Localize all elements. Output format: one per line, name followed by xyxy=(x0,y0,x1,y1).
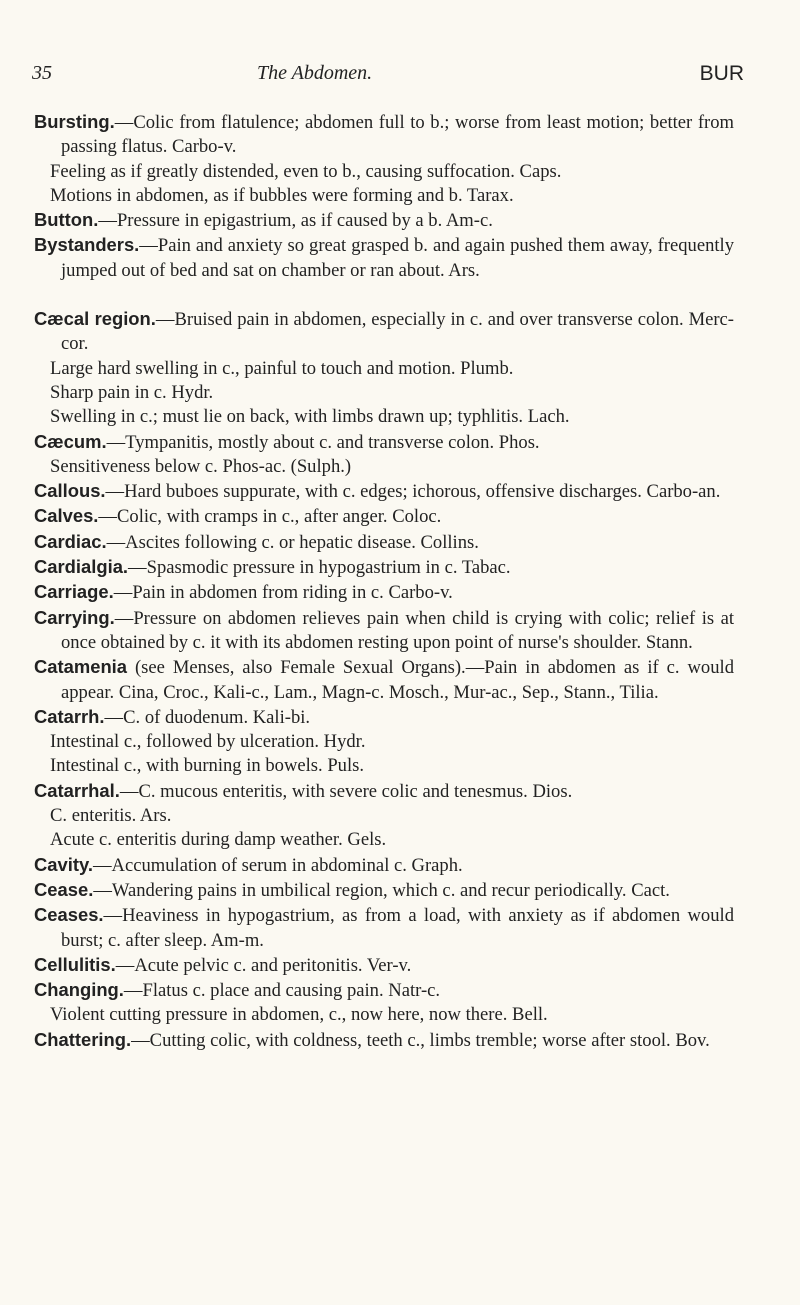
entry-catarrh: Catarrh.—C. of duodenum. Kali-bi. xyxy=(34,705,311,728)
entry-bursting: Bursting.—Colic from flatulence; abdomen full to b.; worse from least motion; better from passing flatus. Carbo-v. xyxy=(34,111,734,158)
entry-carrying: Carrying.—Pressure on abdomen relieves pain when child is crying with colic; relief is at once obtained by c. it with its abdomen resting upon point of nurse's shoulder. Stann. xyxy=(34,606,734,653)
sub-entry: Sharp pain in c. Hydr. xyxy=(50,381,214,403)
section-gap xyxy=(34,283,734,307)
sub-entry: Acute c. enteritis during damp weather. Gels. xyxy=(50,829,387,851)
entry-cardiac: Cardiac.—Ascites following c. or hepatic disease. Collins. xyxy=(34,530,479,553)
sub-entry: Feeling as if greatly distended, even to b., causing suffocation. Caps. xyxy=(50,160,562,182)
sub-entry: Swelling in c.; must lie on back, with limbs drawn up; typhlitis. Lach. xyxy=(50,406,570,428)
entry-cavity: Cavity.—Accumulation of serum in abdominal c. Graph. xyxy=(34,853,463,876)
sub-entry: Violent cutting pressure in abdomen, c., now here, now there. Bell. xyxy=(50,1004,548,1026)
chapter-title: The Abdomen. xyxy=(257,62,373,84)
rubric-list xyxy=(34,110,734,1053)
entry-caecal-region: Cæcal region.—Bruised pain in abdomen, especially in c. and over transverse colon. Merc-cor. xyxy=(34,308,734,355)
entry-catarrhal: Catarrhal.—C. mucous enteritis, with severe colic and tenesmus. Dios. xyxy=(34,779,573,802)
sub-entry: C. enteritis. Ars. xyxy=(50,805,172,827)
sub-entry: Sensitiveness below c. Phos-ac. (Sulph.) xyxy=(50,455,352,477)
entry-chattering: Chattering.—Cutting colic, with coldness, teeth c., limbs tremble; worse after stool. Bov. xyxy=(34,1028,710,1051)
entry-carriage: Carriage.—Pain in abdomen from riding in c. Carbo-v. xyxy=(34,581,453,604)
entry-cease: Cease.—Wandering pains in umbilical region, which c. and recur periodically. Cact. xyxy=(34,878,670,901)
entry-ceases: Ceases.—Heaviness in hypogastrium, as from a load, with anxiety as if abdomen would burst; c. after sleep. Am-m. xyxy=(34,904,734,951)
entry-catamenia: Catamenia (see Menses, also Female Sexual Organs).—Pain in abdomen as if c. would appear. Cina, Croc., Kali-c., Lam., Magn-c. Mosch., Mur-ac., Sep., Stann., Tilia. xyxy=(34,656,734,703)
entry-cellulitis: Cellulitis.—Acute pelvic c. and peritonitis. Ver-v. xyxy=(34,953,412,976)
running-head-word: BUR xyxy=(699,62,744,85)
page-number: 35 xyxy=(32,62,52,84)
entry-callous: Callous.—Hard buboes suppurate, with c. edges; ichorous, offensive discharges. Carbo-an. xyxy=(34,480,721,503)
sub-entry: Intestinal c., followed by ulceration. Hydr. xyxy=(50,731,366,753)
entry-bystanders: Bystanders.—Pain and anxiety so great grasped b. and again pushed them away, frequently jumped out of bed and sat on chamber or ran about. Ars. xyxy=(34,234,734,281)
sub-entry: Large hard swelling in c., painful to touch and motion. Plumb. xyxy=(50,357,514,379)
entry-calves: Calves.—Colic, with cramps in c., after anger. Coloc. xyxy=(34,505,442,528)
page-header xyxy=(32,62,744,92)
entry-caecum: Cæcum.—Tympanitis, mostly about c. and transverse colon. Phos. xyxy=(34,430,540,453)
sub-entry: Motions in abdomen, as if bubbles were forming and b. Tarax. xyxy=(50,184,514,206)
entry-cardialgia: Cardialgia.—Spasmodic pressure in hypogastrium in c. Tabac. xyxy=(34,556,511,579)
sub-entry: Intestinal c., with burning in bowels. Puls. xyxy=(50,755,365,777)
entry-button: Button.—Pressure in epigastrium, as if caused by a b. Am-c. xyxy=(34,209,493,232)
entry-changing: Changing.—Flatus c. place and causing pain. Natr-c. xyxy=(34,979,441,1002)
